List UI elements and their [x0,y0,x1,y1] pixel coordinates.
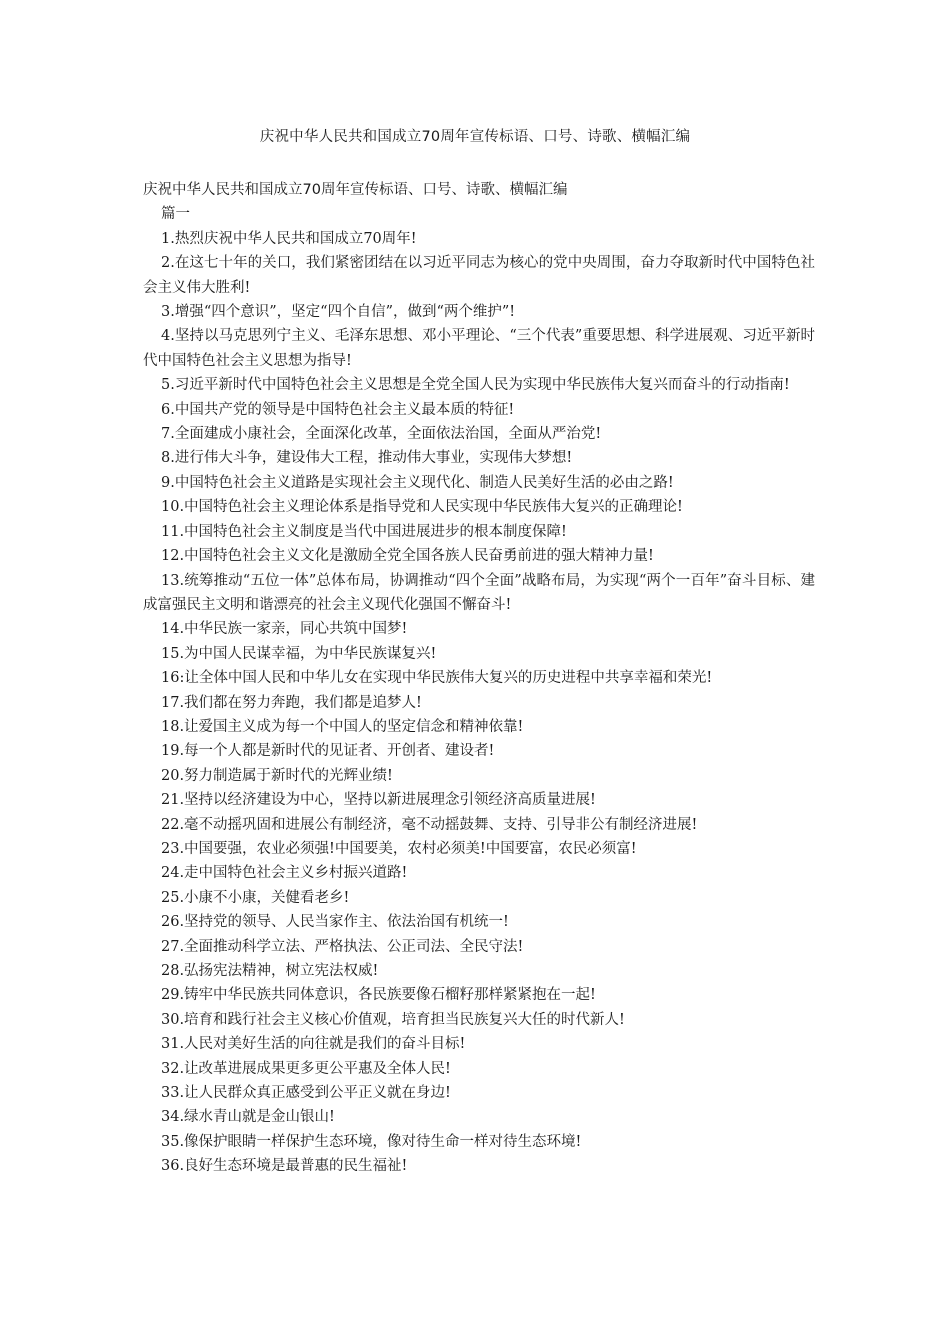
slogan-item: 36.良好生态环境是最普惠的民生福祉! [161,1158,408,1175]
document-body [143,178,815,1179]
slogan-item: 23.中国要强，农业必须强!中国要美，农村必须美!中国要富，农民必须富! [161,840,637,857]
slogan-item: 32.让改革进展成果更多更公平惠及全体人民! [161,1060,451,1077]
slogan-item: 34.绿水青山就是金山银山! [161,1109,335,1126]
slogan-item: 15.为中国人民谋幸福，为中华民族谋复兴! [161,645,437,662]
slogan-item: 30.培育和践行社会主义核心价值观，培育担当民族复兴大任的时代新人! [161,1011,625,1028]
slogan-item: 20.努力制造属于新时代的光辉业绩! [161,767,393,784]
slogan-item: 6.中国共产党的领导是中国特色社会主义最本质的特征! [161,401,515,418]
slogan-item: 18.让爱国主义成为每一个中国人的坚定信念和精神依靠! [161,718,524,735]
slogan-item: 4.坚持以马克思列宁主义、毛泽东思想、邓小平理论、“三个代表”重要思想、科学进展观、习近平新时代中国特色社会主义思想为指导! [143,328,815,369]
slogan-item: 31.人民对美好生活的向往就是我们的奋斗目标! [161,1036,466,1053]
document-title: 庆祝中华人民共和国成立70周年宣传标语、口号、诗歌、横幅汇编 [259,129,691,145]
slogan-item: 10.中国特色社会主义理论体系是指导党和人民实现中华民族伟大复兴的正确理论! [161,499,683,516]
slogan-item: 12.中国特色社会主义文化是激励全党全国各族人民奋勇前进的强大精神力量! [161,548,654,565]
slogan-item: 3.增强“四个意识”，坚定“四个自信”，做到“两个维护”! [161,304,516,321]
slogan-item: 9.中国特色社会主义道路是实现社会主义现代化、制造人民美好生活的必由之路! [161,474,674,491]
slogan-item: 5.习近平新时代中国特色社会主义思想是全党全国人民为实现中华民族伟大复兴而奋斗的行动指南! [161,377,790,394]
slogan-item: 25.小康不小康，关健看老乡! [161,889,350,906]
slogan-item: 24.走中国特色社会主义乡村振兴道路! [161,865,408,882]
slogan-item: 19.每一个人都是新时代的见证者、开创者、建设者! [161,743,495,760]
slogan-item: 2.在这七十年的关口，我们紧密团结在以习近平同志为核心的党中央周围，奋力夺取新时代中国特色社会主义伟大胜利! [143,255,815,296]
slogan-item: 11.中国特色社会主义制度是当代中国进展进步的根本制度保障! [161,523,567,540]
slogan-item: 17.我们都在努力奔跑，我们都是追梦人! [161,694,422,711]
slogan-item: 14.中华民族一家亲，同心共筑中国梦! [161,621,408,638]
section-label: 篇一 [161,206,190,223]
slogan-item: 26.坚持党的领导、人民当家作主、依法治国有机统一! [161,914,509,931]
slogan-item: 33.让人民群众真正感受到公平正义就在身边! [161,1085,451,1102]
slogan-item: 16:让全体中国人民和中华儿女在实现中华民族伟大复兴的历史进程中共享幸福和荣光! [161,670,713,687]
slogan-item: 35.像保护眼睛一样保护生态环境，像对待生命一样对待生态环境! [161,1133,582,1150]
slogan-item: 21.坚持以经济建设为中心，坚持以新进展理念引领经济高质量进展! [161,792,596,809]
slogan-item: 8.进行伟大斗争，建设伟大工程，推动伟大事业，实现伟大梦想! [161,450,573,467]
slogan-item: 7.全面建成小康社会，全面深化改革，全面依法治国，全面从严治党! [161,426,602,443]
slogan-item: 1.热烈庆祝中华人民共和国成立70周年! [161,230,417,247]
slogan-list [143,227,815,1179]
slogan-item: 29.铸牢中华民族共同体意识，各民族要像石榴籽那样紧紧抱在一起! [161,987,596,1004]
document-subtitle: 庆祝中华人民共和国成立70周年宣传标语、口号、诗歌、横幅汇编 [143,182,568,198]
slogan-item: 28.弘扬宪法精神，树立宪法权威! [161,963,379,979]
slogan-item: 22.毫不动摇巩固和进展公有制经济，毫不动摇鼓舞、支持、引导非公有制经济进展! [161,816,698,833]
slogan-item: 13.统筹推动“五位一体”总体布局，协调推动“四个全面”战略布局，为实现“两个一百年”奋斗目标、建成富强民主文明和谐漂亮的社会主义现代化强国不懈奋斗! [143,572,815,613]
slogan-item: 27.全面推动科学立法、严格执法、公正司法、全民守法! [161,938,524,955]
